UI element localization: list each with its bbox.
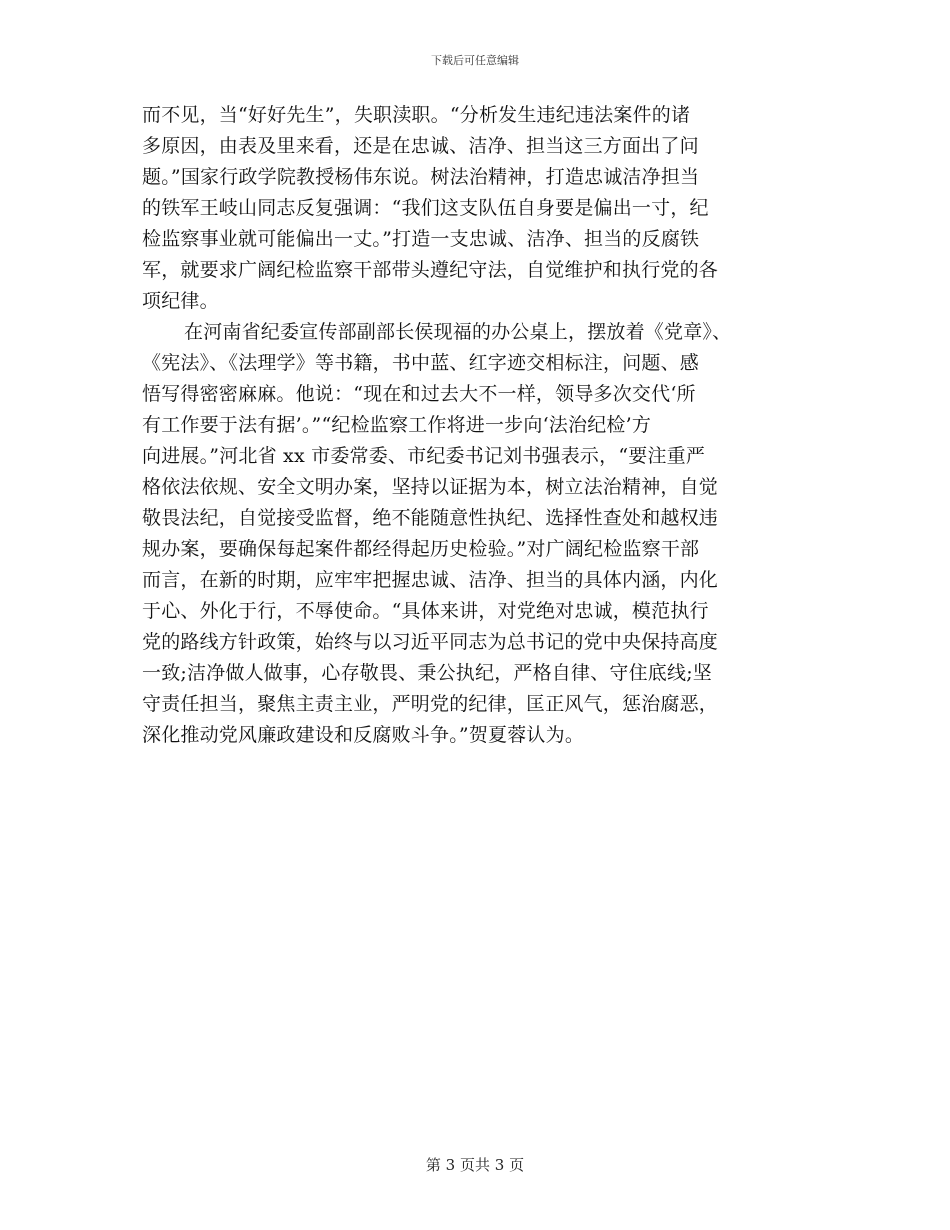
text-line: 有工作要于法有据’。”“纪检监察工作将进一步向‘法治纪检’方 xyxy=(142,414,652,436)
document-body xyxy=(142,100,812,751)
text-line: 向进展。”河北省 xx 市委常委、市纪委书记刘书强表示，“要注重严 xyxy=(142,445,706,467)
text-line: 敬畏法纪，自觉接受监督，绝不能随意性执纪、选择性查处和越权违 xyxy=(142,507,719,529)
text-line: 项纪律。 xyxy=(142,290,219,312)
text-line: 党的路线方针政策，始终与以习近平同志为总书记的党中央保持高度 xyxy=(142,631,719,653)
text-line: 的铁军王岐山同志反复强调：“我们这支队伍自身要是偏出一寸，纪 xyxy=(142,197,709,219)
paragraph-start-line: 在河南省纪委宣传部副部长侯现福的办公桌上，摆放着《党章》、 xyxy=(184,321,732,343)
text-line: 而不见，当“好好先生”，失职渎职。“分析发生违纪违法案件的诸 xyxy=(142,104,691,126)
text-line: 规办案，要确保每起案件都经得起历史检验。”对广阔纪检监察干部 xyxy=(142,538,700,560)
text-line: 深化推动党风廉政建设和反腐败斗争。”贺夏蓉认为。 xyxy=(142,724,585,746)
text-line: 检监察事业就可能偏出一丈。”打造一支忠诚、洁净、担当的反腐铁 xyxy=(142,228,700,250)
text-line: 格依法依规、安全文明办案，坚持以证据为本，树立法治精神，自觉 xyxy=(142,476,719,498)
page-header-note: 下载后可任意编辑 xyxy=(431,54,519,67)
text-line: 悟写得密密麻麻。他说：“现在和过去大不一样，领导多次交代‘所 xyxy=(142,383,696,405)
text-line: 而言，在新的时期，应牢牢把握忠诚、洁净、担当的具体内涵，内化 xyxy=(142,569,719,591)
text-line: 军，就要求广阔纪检监察干部带头遵纪守法，自觉维护和执行党的各 xyxy=(142,259,719,281)
page-footer-page-number: 第 3 页共 3 页 xyxy=(425,1156,525,1174)
text-line: 题。”国家行政学院教授杨伟东说。树法治精神，打造忠诚洁净担当 xyxy=(142,166,700,188)
text-line: 多原因，由表及里来看，还是在忠诚、洁净、担当这三方面出了问 xyxy=(142,135,699,157)
text-line: 于心、外化于行，不辱使命。“具体来讲，对党绝对忠诚，模范执行 xyxy=(142,600,709,622)
text-line: 一致;洁净做人做事，心存敬畏、秉公执纪，严格自律、守住底线;坚 xyxy=(142,662,713,684)
text-line: 《宪法》、《法理学》等书籍，书中蓝、红字迹交相标注，问题、感 xyxy=(142,352,700,374)
text-line: 守责任担当，聚焦主责主业，严明党的纪律，匡正风气，惩治腐恶， xyxy=(142,693,719,715)
